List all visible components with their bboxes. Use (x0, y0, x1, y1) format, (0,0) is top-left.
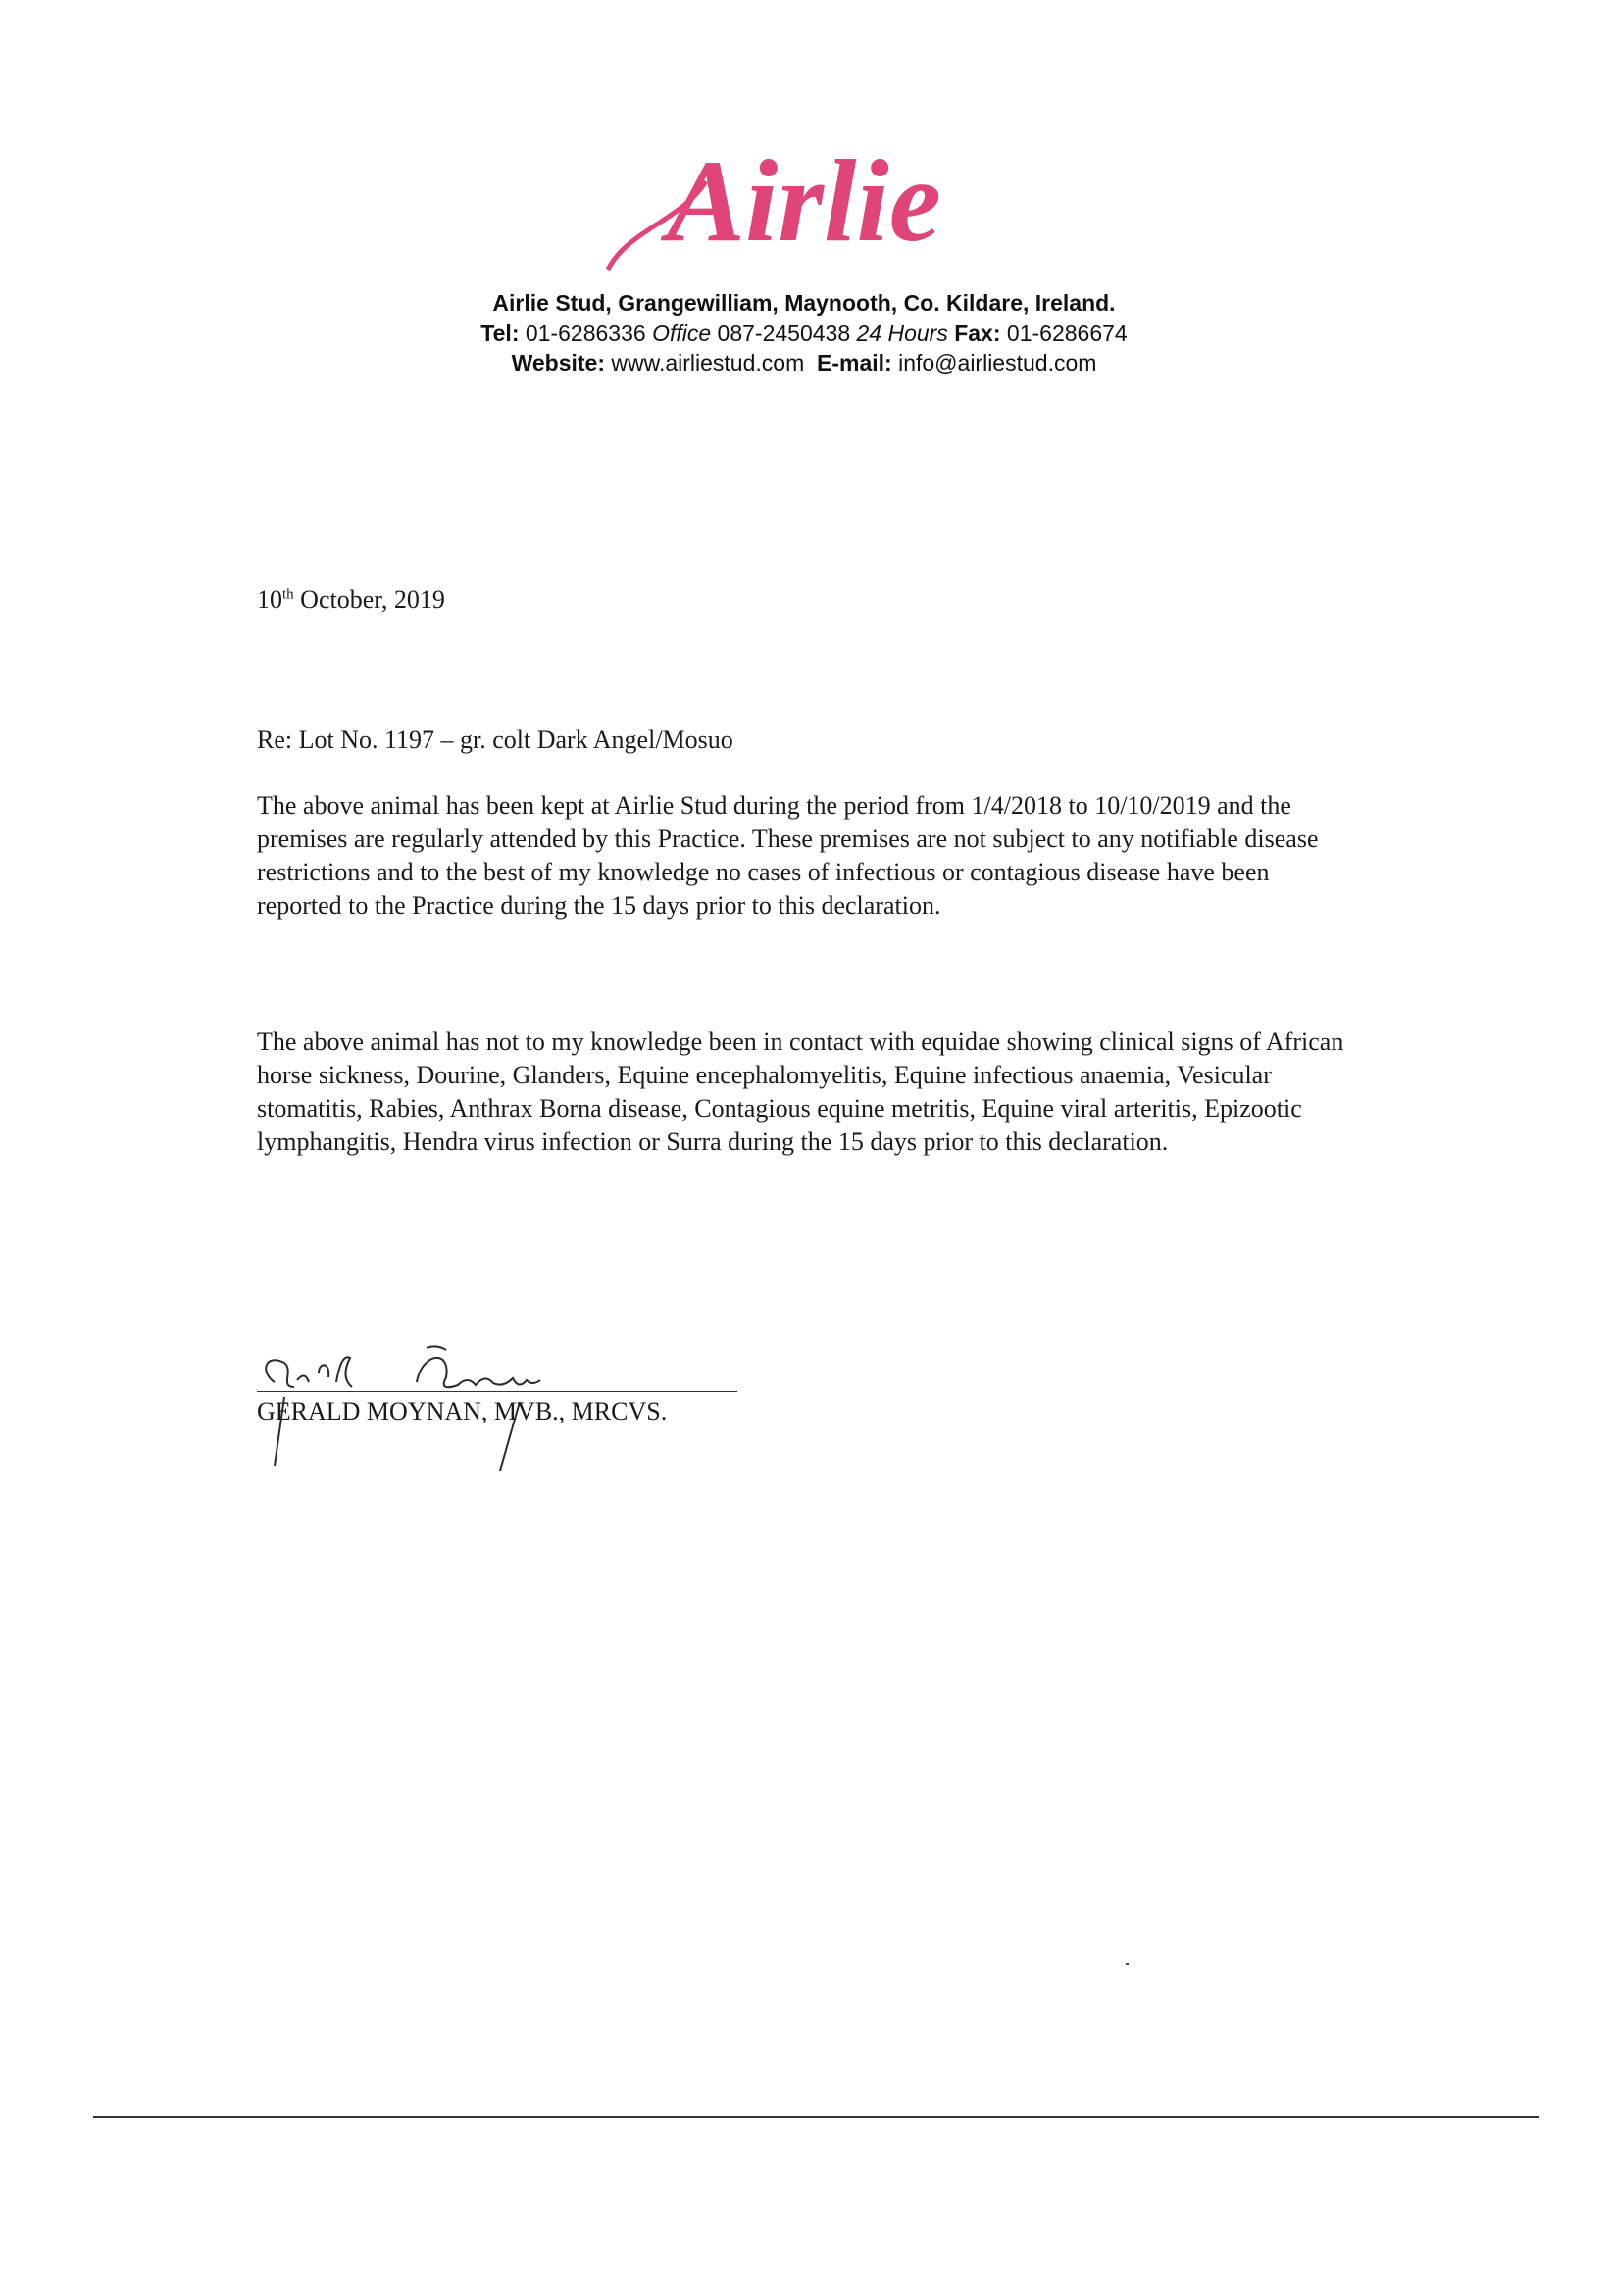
tel-24h: 087-2450438 (717, 321, 851, 346)
website-label: Website: (511, 350, 605, 375)
hours-label: 24 Hours (856, 321, 948, 346)
logo-wordmark: Airlie (666, 135, 942, 266)
letterhead-phone-line (294, 321, 1314, 347)
tel-office: 01-6286336 (525, 321, 646, 346)
letter-date (257, 585, 445, 615)
date-suffix: th (282, 586, 294, 603)
tel-label: Tel: (480, 321, 520, 346)
scan-speck (1126, 1963, 1129, 1965)
website-link[interactable]: www.airliestud.com (611, 350, 805, 375)
letterhead-web-line (294, 350, 1314, 376)
email-link[interactable]: info@airliestud.com (898, 350, 1097, 375)
letterhead-address: Airlie Stud, Grangewilliam, Maynooth, Co. Kildare, Ireland. (492, 290, 1116, 316)
subject-line: Re: Lot No. 1197 – gr. colt Dark Angel/Mosuo (257, 725, 733, 754)
footer-rule (93, 2116, 1539, 2118)
body-paragraph-2: The above animal has not to my knowledge been in contact with equidae showing clinical signs of African horse sickness, Dourine, Glanders, Equine encephalomyelitis, Equine infectious anaemia, Vesicular stomatitis, Rabies, Anthrax Borna disease, Contagious equine metritis, Equine viral arteritis, Epizootic lymphangitis, Hendra virus infection or Surra during the 15 days prior to this declaration. (257, 1027, 1344, 1156)
signature-line (257, 1391, 737, 1392)
airlie-logo (588, 123, 1020, 289)
body-paragraph-1: The above animal has been kept at Airlie Stud during the period from 1/4/2018 to 10/10/2019 and the premises are regularly attended by this Practice. These premises are not subject to any notifiable disease restrictions and to the best of my knowledge no cases of infectious or contagious disease have been reported to the Practice during the 15 days prior to this declaration. (257, 791, 1319, 920)
date-month-year: October, 2019 (293, 585, 445, 614)
office-label: Office (652, 321, 712, 346)
fax-number: 01-6286674 (1006, 321, 1128, 346)
fax-label: Fax: (954, 321, 1001, 346)
email-label: E-mail: (817, 350, 892, 375)
date-day: 10 (257, 585, 282, 614)
signatory-name: GERALD MOYNAN, MVB., MRCVS. (257, 1397, 668, 1425)
